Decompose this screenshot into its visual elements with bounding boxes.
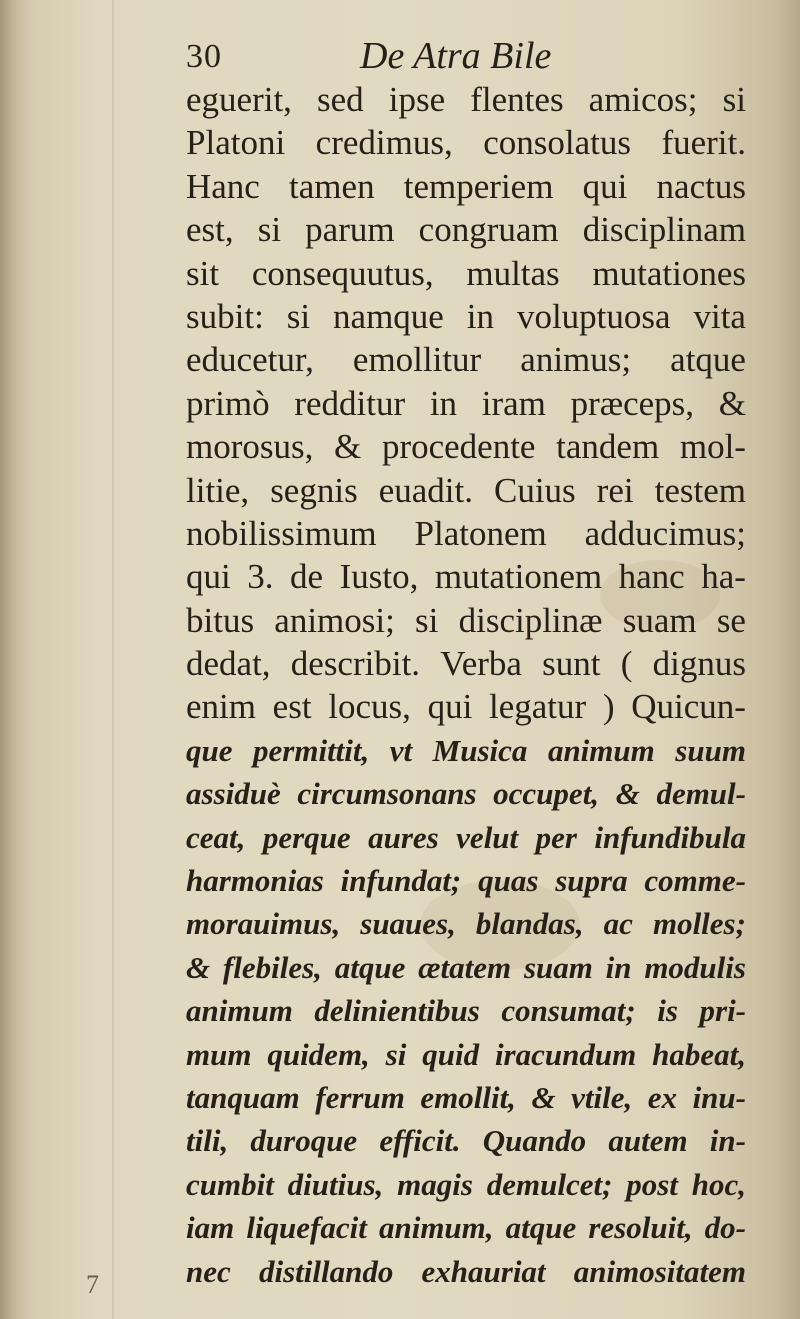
text-line: iam liquefacit animum, atque resoluit, do- bbox=[186, 1210, 746, 1246]
text-line: cumbit diutius, magis demulcet; post hoc, bbox=[186, 1166, 746, 1202]
text-line: enim est locus, qui legatur ) Quicun- bbox=[186, 687, 746, 727]
text-line: que permittit, vt Musica animum suum bbox=[186, 732, 746, 768]
text-line: assiduè circumsonans occupet, & demul- bbox=[186, 776, 746, 812]
page-header bbox=[186, 32, 606, 76]
page-gutter bbox=[0, 0, 18, 1319]
page-number: 30 bbox=[186, 38, 222, 75]
text-line: ceat, perque aures velut per infundibula bbox=[186, 819, 746, 855]
text-line: Hanc tamen temperiem qui nactus bbox=[186, 166, 746, 206]
text-line: Platoni credimus, consolatus fuerit. bbox=[186, 123, 746, 163]
text-line: litie, segnis euadit. Cuius rei testem bbox=[186, 470, 746, 510]
margin-mark: 7 bbox=[86, 1270, 99, 1299]
text-line: morauimus, suaues, blandas, ac molles; bbox=[186, 906, 746, 942]
running-title: De Atra Bile bbox=[360, 35, 552, 77]
text-line: mum quidem, si quid iracundum habeat, bbox=[186, 1036, 746, 1072]
text-line: bitus animosi; si disciplinæ suam se bbox=[186, 600, 746, 640]
page-crease bbox=[112, 0, 114, 1319]
text-line: tili, duroque efficit. Quando autem in- bbox=[186, 1123, 746, 1159]
body-text bbox=[186, 78, 746, 1293]
text-line: tanquam ferrum emollit, & vtile, ex inu- bbox=[186, 1079, 746, 1115]
text-line: primò redditur in iram præceps, & bbox=[186, 383, 746, 423]
text-line: animum delinientibus consumat; is pri- bbox=[186, 993, 746, 1029]
text-line: nobilissimum Platonem adducimus; bbox=[186, 513, 746, 553]
text-line: morosus, & procedente tandem mol- bbox=[186, 427, 746, 467]
text-line: harmonias infundat; quas supra comme- bbox=[186, 863, 746, 899]
text-line: est, si parum congruam disciplinam bbox=[186, 210, 746, 250]
text-line: qui 3. de Iusto, mutationem hanc ha- bbox=[186, 557, 746, 597]
text-line: educetur, emollitur animus; atque bbox=[186, 340, 746, 380]
text-line: eguerit, sed ipse flentes amicos; si bbox=[186, 80, 746, 119]
text-line: sit consequutus, multas mutationes bbox=[186, 253, 746, 293]
text-line: & flebiles, atque ætatem suam in modulis bbox=[186, 949, 746, 985]
text-line: dedat, describit. Verba sunt ( dignus bbox=[186, 644, 746, 684]
text-line: nec distillando exhauriat animositatem bbox=[186, 1253, 746, 1289]
text-line: subit: si namque in voluptuosa vita bbox=[186, 296, 746, 336]
